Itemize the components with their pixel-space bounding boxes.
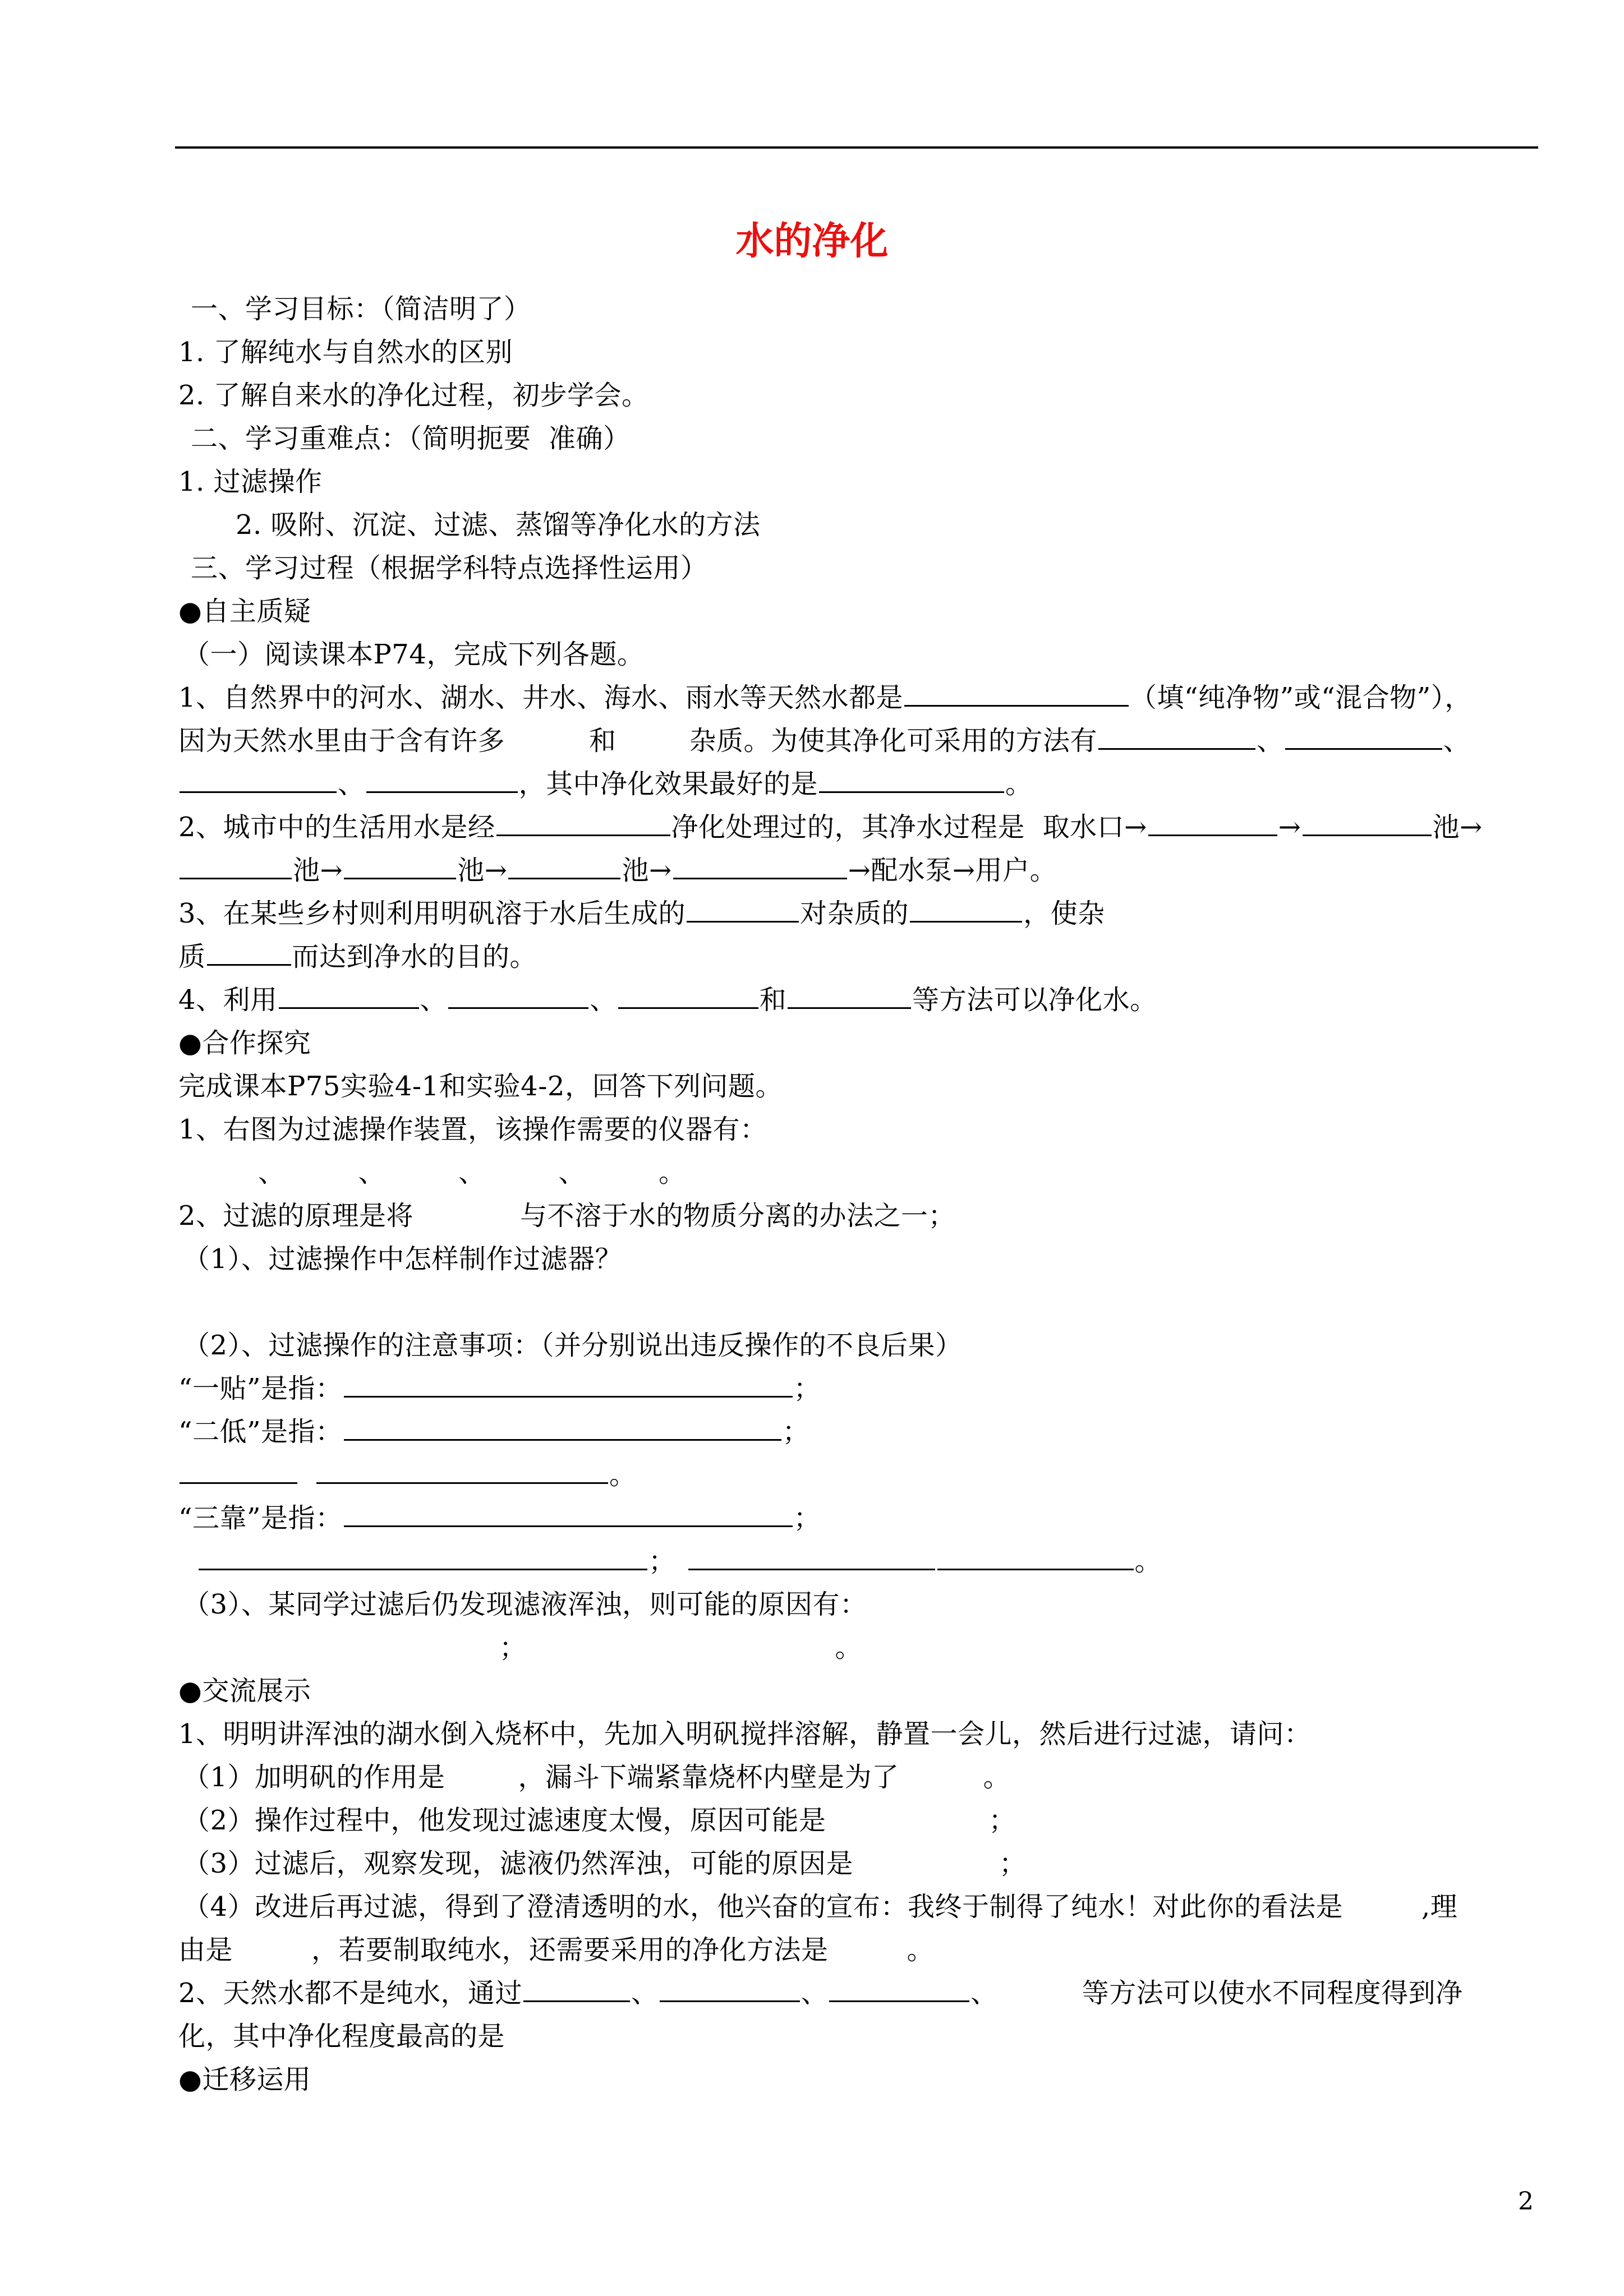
exchange-q1-4-cont: 由是 ，若要制取纯水，还需要采用的净化方法是 。 (178, 1934, 935, 1966)
coop-q2-3-answers: ； 。 (499, 1632, 863, 1663)
coop-q2-2: （2）、过滤操作的注意事项：（并分别说出违反操作的不良后果） (183, 1330, 963, 1361)
heading-transfer: ●迁移运用 (178, 2064, 311, 2095)
self-q1-line3: 、 ，其中净化效果最好的是 。 (178, 763, 1540, 805)
blank (1303, 835, 1432, 836)
heading-cooperative: ●合作探究 (178, 1027, 311, 1059)
section-objectives: 一、学习目标：（简洁明了） (191, 293, 531, 325)
self-q3-line2: 质 而达到净水的目的。 (178, 941, 537, 972)
blank (1285, 748, 1442, 750)
two-low-cont: 。 (178, 1454, 1540, 1496)
coop-q2-1: （1）、过滤操作中怎样制作过滤器？ (183, 1243, 623, 1275)
page-number: 2 (1518, 2187, 1534, 2216)
blank (180, 791, 337, 793)
exchange-q1-2: （2）操作过程中，他发现过滤速度太慢，原因可能是 ； (183, 1805, 1016, 1836)
blank (788, 1007, 911, 1009)
blank (496, 835, 670, 836)
blank (904, 705, 1129, 707)
self-q2-line2: 池→ 池→ 池→ →配水泵→用户。 (178, 849, 1540, 892)
exchange-q1-3: （3）过滤后，观察发现，滤液仍然浑浊，可能的原因是 ； (183, 1848, 1027, 1879)
self-q3-line1: 3、在某些乡村则利用明矾溶于水后生成的 对杂质的 ，使杂 (178, 898, 1105, 929)
coop-q1: 1、右图为过滤操作装置，该操作需要的仪器有： (178, 1114, 767, 1145)
page-title: 水的净化 (735, 219, 889, 264)
section-process: 三、学习过程（根据学科特点选择性运用） (191, 552, 708, 584)
blank (523, 2000, 630, 2002)
blank (279, 1007, 419, 1009)
blank (180, 1482, 297, 1484)
self-q2-line1: 2、城市中的生活用水是经 净化处理过的，其净水过程是 取水口→ → 池→ (178, 812, 1483, 843)
key-point-2: 2. 吸附、沉淀、过滤、蒸馏等净化水的方法 (236, 509, 761, 541)
three-lean: “三靠”是指： ； (178, 1502, 821, 1534)
blank (344, 1525, 793, 1527)
exchange-q2-cont: 化，其中净化程度最高的是 (178, 2021, 505, 2052)
blank (937, 1569, 1134, 1570)
blank (508, 878, 620, 879)
self-q4: 4、利用 、 、 和 等方法可以净化水。 (178, 984, 1157, 1016)
heading-exchange: ●交流展示 (178, 1675, 311, 1707)
blank (829, 2000, 969, 2002)
objective-2: 2. 了解自来水的净化过程，初步学会。 (178, 380, 649, 411)
blank (316, 1482, 608, 1484)
two-low: “二低”是指： ； (178, 1416, 810, 1447)
blank (910, 921, 1022, 923)
one-stick: “一贴”是指： ； (178, 1373, 821, 1404)
exchange-q1-1: （1）加明矾的作用是 ，漏斗下端紧靠烧杯内壁是为了 。 (183, 1762, 1011, 1793)
blank (618, 1007, 758, 1009)
blank (687, 921, 799, 923)
objective-1: 1. 了解纯水与自然水的区别 (178, 336, 513, 368)
blank (673, 878, 847, 879)
blank (660, 2000, 800, 2002)
coop-q1-instruments: 、 、 、 、 。 (258, 1157, 686, 1188)
coop-q2: 2、过滤的原理是将 与不溶于水的物质分离的办法之一； (178, 1200, 956, 1232)
cooperative-intro: 完成课本P75实验4-1和实验4-2，回答下列问题。 (178, 1071, 783, 1102)
blank (199, 1569, 647, 1570)
blank (1148, 835, 1277, 836)
blank (819, 791, 1004, 793)
blank (344, 1396, 793, 1398)
self-study-intro: （一）阅读课本P74，完成下列各题。 (183, 639, 645, 670)
header-rule (175, 146, 1538, 149)
exchange-q1-4: （4）改进后再过滤，得到了澄清透明的水，他兴奋的宣布：我终于制得了纯水！对此你的看法是 ,理 (183, 1891, 1458, 1922)
blank (344, 1439, 781, 1441)
self-q1-line1: 1、自然界中的河水、湖水、井水、海水、雨水等天然水都是 （填“纯净物”或“混合物”）， (178, 682, 1472, 713)
exchange-q1: 1、明明讲浑浊的湖水倒入烧杯中，先加入明矾搅拌溶解，静置一会儿，然后进行过滤，请问： (178, 1718, 1312, 1750)
blank (207, 964, 291, 966)
three-lean-cont: ； 。 (197, 1540, 1559, 1583)
blank (448, 1007, 588, 1009)
coop-q2-3: （3）、某同学过滤后仍发现滤液浑浊，则可能的原因有： (183, 1589, 867, 1620)
blank (180, 878, 292, 879)
exchange-q2: 2、天然水都不是纯水，通过 、 、 、 等方法可以使水不同程度得到净 (178, 1977, 1463, 2009)
heading-self-study: ●自主质疑 (178, 596, 311, 627)
blank (688, 1569, 935, 1570)
self-q1-line2: 因为天然水里由于含有许多 和 杂质。为使其净化可采用的方法有 、 、 (178, 725, 1471, 757)
section-key-points: 二、学习重难点：（简明扼要 准确） (191, 423, 631, 454)
key-point-1: 1. 过滤操作 (178, 466, 323, 497)
blank (1098, 748, 1255, 750)
blank (366, 791, 518, 793)
blank (344, 878, 456, 879)
